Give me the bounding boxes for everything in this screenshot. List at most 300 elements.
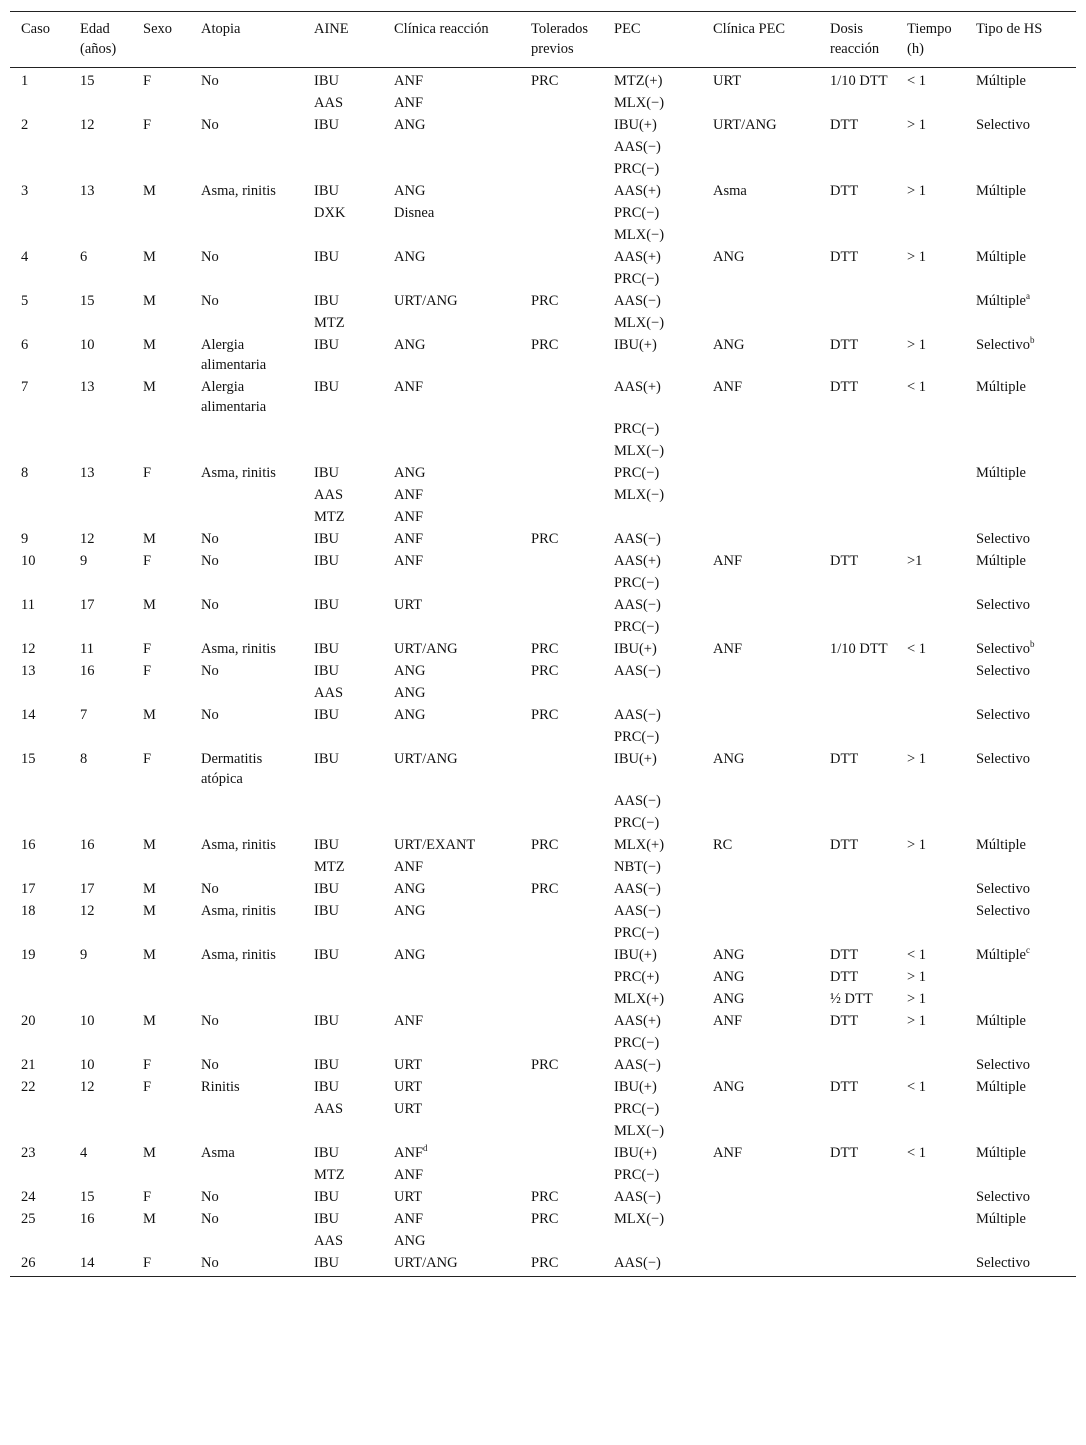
cell-caso (10, 1252, 69, 1277)
cell-tiempo (896, 1032, 965, 1054)
cell-edad (69, 290, 132, 312)
cell-pec (603, 376, 702, 418)
cell-sexo (132, 376, 190, 418)
cell-caso (10, 268, 69, 290)
cell-tiempo (896, 726, 965, 748)
cell-text: URT (394, 597, 423, 613)
cell-dosis-reaccion (819, 1032, 896, 1054)
cell-tipo-hs (965, 1186, 1076, 1208)
cell-caso (10, 550, 69, 572)
cell-tolerados-previos (520, 1032, 603, 1054)
footnote-marker: a (1025, 291, 1030, 301)
cell-sexo (132, 594, 190, 616)
cell-text: < 1 (907, 641, 927, 657)
cell-tiempo (896, 68, 965, 93)
cell-text: Disnea (394, 205, 435, 221)
cell-caso (10, 1054, 69, 1076)
cell-text: AAS (314, 685, 344, 701)
cell-clinica-pec (702, 1142, 819, 1164)
cell-tolerados-previos (520, 114, 603, 136)
cell-caso (10, 638, 69, 660)
header-atopia: Atopia (201, 21, 241, 37)
cell-tolerados-previos (520, 334, 603, 376)
cell-pec (603, 1010, 702, 1032)
cell-clinica-pec (702, 506, 819, 528)
cell-tipo-hs (965, 334, 1076, 376)
cell-pec (603, 1120, 702, 1142)
cell-edad (69, 834, 132, 856)
cell-clinica-pec (702, 1230, 819, 1252)
cell-edad (69, 484, 132, 506)
cell-text: F (143, 1255, 152, 1271)
cell-text: No (201, 663, 219, 679)
cell-text: DTT (830, 1079, 859, 1095)
cell-edad (69, 660, 132, 682)
cell-text: 14 (21, 707, 36, 723)
cell-text: MLX(−) (614, 315, 665, 331)
cell-tipo-hs (965, 1098, 1076, 1120)
cell-text: 22 (21, 1079, 36, 1095)
cell-clinica-reaccion (383, 202, 520, 224)
cell-tipo-hs (965, 704, 1076, 726)
table-row (10, 1186, 1076, 1208)
cell-aine (303, 660, 383, 682)
cell-text: 26 (21, 1255, 36, 1271)
header-row (10, 12, 1076, 68)
cell-text: 1/10 DTT (830, 73, 888, 89)
cell-tiempo (896, 1076, 965, 1098)
cell-tolerados-previos (520, 1230, 603, 1252)
cell-text: MTZ(+) (614, 73, 663, 89)
cell-text: 4 (80, 1145, 88, 1161)
cell-text: 20 (21, 1013, 36, 1029)
cell-clinica-reaccion (383, 158, 520, 180)
cell-text: ½ DTT (830, 991, 873, 1007)
cell-edad (69, 1054, 132, 1076)
cell-tiempo (896, 790, 965, 812)
cell-sexo (132, 812, 190, 834)
cell-tipo-hs (965, 246, 1076, 268)
cell-aine (303, 1164, 383, 1186)
cell-tolerados-previos (520, 376, 603, 418)
cell-sexo (132, 114, 190, 136)
cell-atopia (190, 92, 303, 114)
cell-aine (303, 1208, 383, 1230)
cell-clinica-pec (702, 1120, 819, 1142)
cell-clinica-reaccion (383, 224, 520, 246)
cell-tolerados-previos (520, 1010, 603, 1032)
cell-aine (303, 638, 383, 660)
cell-text: 23 (21, 1145, 36, 1161)
cell-clinica-reaccion (383, 1010, 520, 1032)
table-row (10, 92, 1076, 114)
cell-clinica-pec (702, 594, 819, 616)
table-row (10, 616, 1076, 638)
cell-sexo (132, 550, 190, 572)
cell-clinica-pec (702, 376, 819, 418)
cell-text: ANF (394, 379, 424, 395)
cell-text: PRC (531, 881, 559, 897)
cell-tolerados-previos (520, 180, 603, 202)
table-row (10, 334, 1076, 376)
table-row (10, 594, 1076, 616)
cell-pec (603, 834, 702, 856)
cell-clinica-reaccion (383, 856, 520, 878)
cell-text: MLX(+) (614, 991, 665, 1007)
cell-tipo-hs (965, 856, 1076, 878)
cell-dosis-reaccion (819, 660, 896, 682)
cell-text: IBU (314, 1145, 339, 1161)
cell-dosis-reaccion (819, 878, 896, 900)
cell-text: ANF (394, 73, 424, 89)
cell-caso (10, 1230, 69, 1252)
cell-atopia (190, 1230, 303, 1252)
cell-tipo-hs (965, 812, 1076, 834)
cell-atopia (190, 1076, 303, 1098)
cell-pec (603, 944, 702, 966)
cell-text: URT/EXANT (394, 837, 476, 853)
cell-tolerados-previos (520, 158, 603, 180)
cell-pec (603, 616, 702, 638)
cell-sexo (132, 726, 190, 748)
cell-text: RC (713, 837, 733, 853)
cell-pec (603, 462, 702, 484)
cell-atopia (190, 136, 303, 158)
cell-atopia (190, 418, 303, 440)
cell-atopia (190, 68, 303, 93)
cell-text: 13 (80, 183, 95, 199)
cell-aine (303, 506, 383, 528)
cell-caso (10, 158, 69, 180)
cell-clinica-reaccion (383, 834, 520, 856)
cell-sexo (132, 748, 190, 790)
cell-text: ANF (394, 95, 424, 111)
cell-tolerados-previos (520, 856, 603, 878)
cell-text: MLX(−) (614, 1211, 665, 1227)
table-row (10, 966, 1076, 988)
cell-tolerados-previos (520, 682, 603, 704)
cell-aine (303, 246, 383, 268)
cell-tiempo (896, 114, 965, 136)
cell-text: URT (394, 1189, 423, 1205)
cell-text: ANG (394, 183, 426, 199)
cell-text: ANG (394, 1233, 426, 1249)
cell-text: Asma, rinitis (201, 903, 276, 919)
cell-pec (603, 550, 702, 572)
cell-clinica-reaccion (383, 550, 520, 572)
cell-dosis-reaccion (819, 922, 896, 944)
cell-text: ANF (713, 553, 743, 569)
cell-caso (10, 528, 69, 550)
cell-pec (603, 528, 702, 550)
cell-text: PRC (531, 1211, 559, 1227)
cell-tolerados-previos (520, 1252, 603, 1277)
cell-tipo-hs (965, 418, 1076, 440)
cell-text: 15 (80, 293, 95, 309)
cell-tiempo (896, 440, 965, 462)
cell-edad (69, 988, 132, 1010)
cell-pec (603, 900, 702, 922)
cell-text: DTT (830, 837, 859, 853)
cell-dosis-reaccion (819, 246, 896, 268)
cell-pec (603, 418, 702, 440)
cell-dosis-reaccion (819, 440, 896, 462)
cell-clinica-pec (702, 748, 819, 790)
table-row (10, 68, 1076, 93)
cell-sexo (132, 1010, 190, 1032)
cell-clinica-reaccion (383, 1142, 520, 1164)
cell-aine (303, 312, 383, 334)
cell-atopia (190, 726, 303, 748)
table-row (10, 638, 1076, 660)
cell-text: PRC(−) (614, 161, 660, 177)
cell-text: 7 (21, 379, 29, 395)
cell-edad (69, 1252, 132, 1277)
cell-clinica-pec (702, 550, 819, 572)
cell-aine (303, 726, 383, 748)
cell-text: PRC(−) (614, 729, 660, 745)
cell-text: ANG (394, 707, 426, 723)
cell-text: AAS(−) (614, 1255, 661, 1271)
cell-text: F (143, 553, 152, 569)
cell-tiempo (896, 418, 965, 440)
cell-text: AAS(−) (614, 1057, 661, 1073)
cell-sexo (132, 900, 190, 922)
cell-sexo (132, 922, 190, 944)
table-row (10, 224, 1076, 246)
cell-text: Dermatitis atópica (201, 751, 263, 787)
cell-text: 8 (21, 465, 29, 481)
cell-caso (10, 1186, 69, 1208)
table-body (10, 68, 1076, 1277)
cell-text: AAS (314, 1101, 344, 1117)
cell-aine (303, 268, 383, 290)
cell-tipo-hs (965, 616, 1076, 638)
cell-clinica-pec (702, 638, 819, 660)
cell-text: 1 (21, 73, 29, 89)
cell-text: F (143, 663, 152, 679)
table-row (10, 462, 1076, 484)
cell-text: Múltiple (976, 379, 1026, 395)
cell-sexo (132, 660, 190, 682)
cell-clinica-reaccion (383, 462, 520, 484)
cell-clinica-reaccion (383, 966, 520, 988)
cell-caso (10, 418, 69, 440)
footnote-marker: b (1029, 639, 1035, 649)
cell-tipo-hs (965, 376, 1076, 418)
cell-clinica-pec (702, 1098, 819, 1120)
cell-tiempo (896, 1252, 965, 1277)
cell-text: MTZ (314, 1167, 345, 1183)
cell-sexo (132, 462, 190, 484)
cell-clinica-pec (702, 202, 819, 224)
cell-clinica-pec (702, 528, 819, 550)
cell-text: DTT (830, 117, 859, 133)
cell-text: Múltiple (976, 837, 1026, 853)
cell-text: ANG (394, 881, 426, 897)
cell-caso (10, 92, 69, 114)
cell-dosis-reaccion (819, 1164, 896, 1186)
cell-clinica-reaccion (383, 900, 520, 922)
cell-text: 8 (80, 751, 88, 767)
table-row (10, 790, 1076, 812)
cell-aine (303, 158, 383, 180)
cell-dosis-reaccion (819, 202, 896, 224)
cell-clinica-reaccion (383, 1252, 520, 1277)
cell-text: 2 (21, 117, 29, 133)
cell-tiempo (896, 704, 965, 726)
cell-sexo (132, 616, 190, 638)
cell-text: IBU (314, 903, 339, 919)
cell-caso (10, 224, 69, 246)
cell-clinica-reaccion (383, 68, 520, 93)
cell-text: IBU (314, 379, 339, 395)
cell-tolerados-previos (520, 944, 603, 966)
cell-tipo-hs (965, 878, 1076, 900)
cell-clinica-reaccion (383, 878, 520, 900)
cell-clinica-pec (702, 988, 819, 1010)
cell-tolerados-previos (520, 616, 603, 638)
cell-clinica-pec (702, 334, 819, 376)
cell-tiempo (896, 594, 965, 616)
cell-sexo (132, 790, 190, 812)
cell-clinica-pec (702, 660, 819, 682)
cell-tolerados-previos (520, 790, 603, 812)
cell-text: ANF (713, 641, 743, 657)
cell-tolerados-previos (520, 1120, 603, 1142)
cell-text: ANG (394, 947, 426, 963)
cell-pec (603, 440, 702, 462)
cell-sexo (132, 136, 190, 158)
cell-text: Asma, rinitis (201, 641, 276, 657)
footnote-marker: c (1025, 945, 1030, 955)
cell-tipo-hs (965, 440, 1076, 462)
cell-dosis-reaccion (819, 462, 896, 484)
cell-aine (303, 812, 383, 834)
cell-text: Múltiple (976, 1211, 1026, 1227)
cell-text: IBU (314, 531, 339, 547)
cell-text: M (143, 249, 156, 265)
cell-text: ANF (394, 1211, 424, 1227)
cell-tolerados-previos (520, 922, 603, 944)
cell-text: DTT (830, 751, 859, 767)
cell-aine (303, 878, 383, 900)
cell-dosis-reaccion (819, 748, 896, 790)
cell-text: ANF (713, 379, 743, 395)
cell-sexo (132, 704, 190, 726)
cell-tiempo (896, 202, 965, 224)
cell-text: MTZ (314, 509, 345, 525)
cell-atopia (190, 1054, 303, 1076)
cell-tipo-hs (965, 224, 1076, 246)
table-row (10, 440, 1076, 462)
table-row (10, 660, 1076, 682)
cell-text: IBU(+) (614, 1079, 657, 1095)
cell-clinica-reaccion (383, 1076, 520, 1098)
cell-text: 12 (80, 1079, 95, 1095)
cell-tolerados-previos (520, 900, 603, 922)
cell-clinica-reaccion (383, 682, 520, 704)
cell-caso (10, 616, 69, 638)
cell-tiempo (896, 290, 965, 312)
cell-text: > 1 (907, 183, 927, 199)
cell-sexo (132, 92, 190, 114)
cell-aine (303, 1142, 383, 1164)
cell-dosis-reaccion (819, 290, 896, 312)
cell-text: No (201, 1057, 219, 1073)
cell-text: Selectivo (976, 531, 1030, 547)
cell-clinica-reaccion (383, 506, 520, 528)
cell-text: 13 (80, 379, 95, 395)
cell-text: 13 (21, 663, 36, 679)
cell-clinica-pec (702, 572, 819, 594)
cell-tolerados-previos (520, 878, 603, 900)
cell-tipo-hs (965, 1032, 1076, 1054)
cell-text: ANG (394, 685, 426, 701)
cell-text: M (143, 947, 156, 963)
cell-caso (10, 376, 69, 418)
cell-text: F (143, 1189, 152, 1205)
cell-text: ANF (713, 1145, 743, 1161)
cell-text: Múltiple (976, 1145, 1026, 1161)
header-dosis-reaccion: Dosis reacción (830, 21, 880, 57)
cell-clinica-reaccion (383, 790, 520, 812)
cell-text: DTT (830, 183, 859, 199)
cell-text: ANF (713, 1013, 743, 1029)
cell-tipo-hs (965, 312, 1076, 334)
cell-edad (69, 748, 132, 790)
cell-tiempo (896, 572, 965, 594)
cell-text: AAS(+) (614, 183, 661, 199)
cell-tolerados-previos (520, 1208, 603, 1230)
cell-aine (303, 1120, 383, 1142)
cell-pec (603, 594, 702, 616)
cell-atopia (190, 1164, 303, 1186)
cell-dosis-reaccion (819, 550, 896, 572)
cell-aine (303, 550, 383, 572)
cell-tolerados-previos (520, 136, 603, 158)
cell-clinica-reaccion (383, 1164, 520, 1186)
cell-tiempo (896, 528, 965, 550)
cell-dosis-reaccion (819, 616, 896, 638)
table-row (10, 1076, 1076, 1098)
cell-text: PRC (531, 1057, 559, 1073)
cell-text: 12 (80, 531, 95, 547)
cell-caso (10, 834, 69, 856)
cell-text: 16 (21, 837, 36, 853)
cell-aine (303, 1252, 383, 1277)
cell-text: PRC (531, 1255, 559, 1271)
cell-text: Múltiple (976, 293, 1026, 309)
cell-dosis-reaccion (819, 1230, 896, 1252)
table-row (10, 856, 1076, 878)
cell-pec (603, 312, 702, 334)
cell-pec (603, 660, 702, 682)
cell-tolerados-previos (520, 638, 603, 660)
cell-text: AAS (314, 1233, 344, 1249)
cell-tolerados-previos (520, 440, 603, 462)
cell-dosis-reaccion (819, 312, 896, 334)
cell-sexo (132, 1054, 190, 1076)
cell-atopia (190, 334, 303, 376)
cell-pec (603, 1230, 702, 1252)
cell-text: AAS(+) (614, 379, 661, 395)
table-row (10, 268, 1076, 290)
cell-text: Selectivo (976, 1189, 1030, 1205)
cell-caso (10, 312, 69, 334)
cell-clinica-reaccion (383, 1098, 520, 1120)
cell-clinica-pec (702, 922, 819, 944)
